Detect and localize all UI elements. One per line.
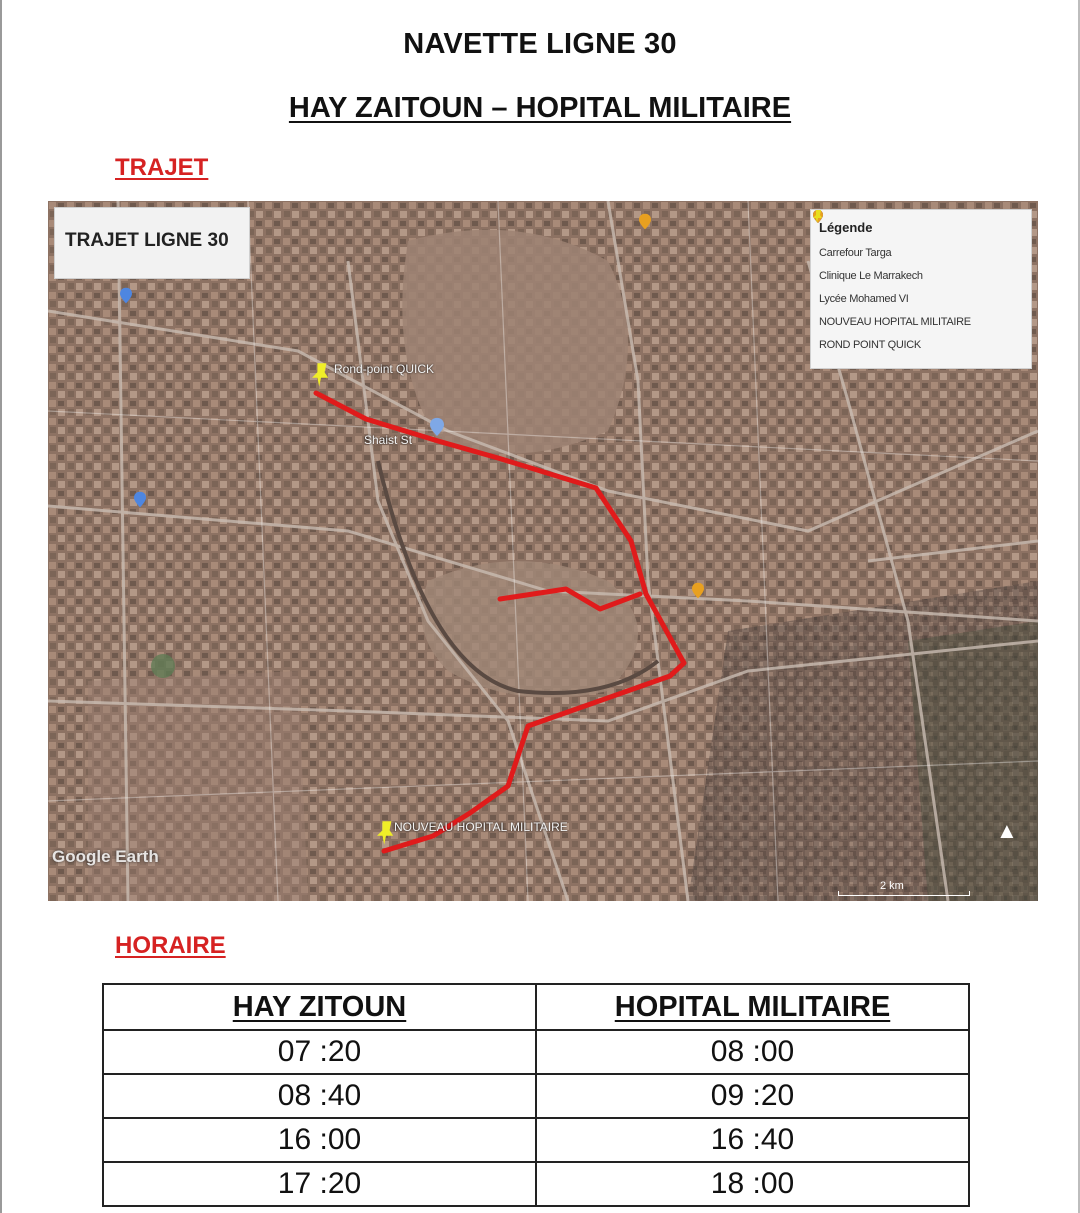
document-subtitle: HAY ZAITOUN – HOPITAL MILITAIRE: [288, 92, 792, 124]
map-pin-icon[interactable]: [134, 491, 146, 508]
table-cell: 07 :20: [103, 1030, 536, 1074]
table-cell: 09 :20: [536, 1074, 969, 1118]
map-pin-icon[interactable]: [692, 582, 704, 599]
legend-item-carrefour-targa: Carrefour Targa: [819, 241, 1023, 264]
legend-title: Légende: [819, 220, 873, 235]
schedule-section-heading: HORAIRE: [115, 932, 226, 959]
table-row: [103, 1030, 969, 1074]
table-header-row: [103, 984, 969, 1030]
map-title-box: [54, 207, 250, 279]
column-header-hay-zitoun: HAY ZITOUN: [103, 984, 536, 1030]
table-cell: 17 :20: [103, 1162, 536, 1206]
legend-item-hopital: NOUVEAU HOPITAL MILITAIRE: [819, 310, 1023, 333]
pushpin-icon: [813, 210, 823, 223]
table-row: [103, 1074, 969, 1118]
route-map[interactable]: [48, 201, 1038, 901]
column-header-hopital: HOPITAL MILITAIRE: [536, 984, 969, 1030]
schedule-table: [102, 983, 970, 1207]
table-cell: 08 :40: [103, 1074, 536, 1118]
map-scale-bar: [838, 891, 970, 896]
map-pin-icon[interactable]: [430, 417, 444, 437]
north-arrow-icon: ▲: [996, 818, 1018, 843]
legend-item-rond-point: ROND POINT QUICK: [819, 333, 1023, 356]
map-label-hopital: NOUVEAU HOPITAL MILITAIRE: [394, 820, 568, 834]
table-cell: 18 :00: [536, 1162, 969, 1206]
map-legend: [810, 209, 1032, 369]
map-scale-label: 2 km: [880, 880, 904, 892]
google-earth-watermark: Google Earth: [52, 847, 159, 866]
route-section-heading: TRAJET: [115, 154, 209, 181]
map-label-rond-point: Rond-point QUICK: [334, 362, 435, 376]
map-title: TRAJET LIGNE 30: [65, 230, 229, 251]
table-row: [103, 1118, 969, 1162]
map-pin-icon[interactable]: [639, 213, 651, 230]
pushpin-icon[interactable]: [377, 821, 395, 845]
table-cell: 16 :00: [103, 1118, 536, 1162]
legend-item-lycee: Lycée Mohamed VI: [819, 287, 1023, 310]
legend-item-clinique: Clinique Le Marrakech: [819, 264, 1023, 287]
table-cell: 08 :00: [536, 1030, 969, 1074]
table-cell: 16 :40: [536, 1118, 969, 1162]
table-row: [103, 1162, 969, 1206]
map-label-street: Shaist St: [364, 433, 413, 447]
page-border-left: [0, 0, 2, 1213]
pushpin-icon[interactable]: [312, 363, 330, 387]
document-title: NAVETTE LIGNE 30: [403, 28, 677, 60]
map-pin-icon[interactable]: [120, 287, 132, 304]
